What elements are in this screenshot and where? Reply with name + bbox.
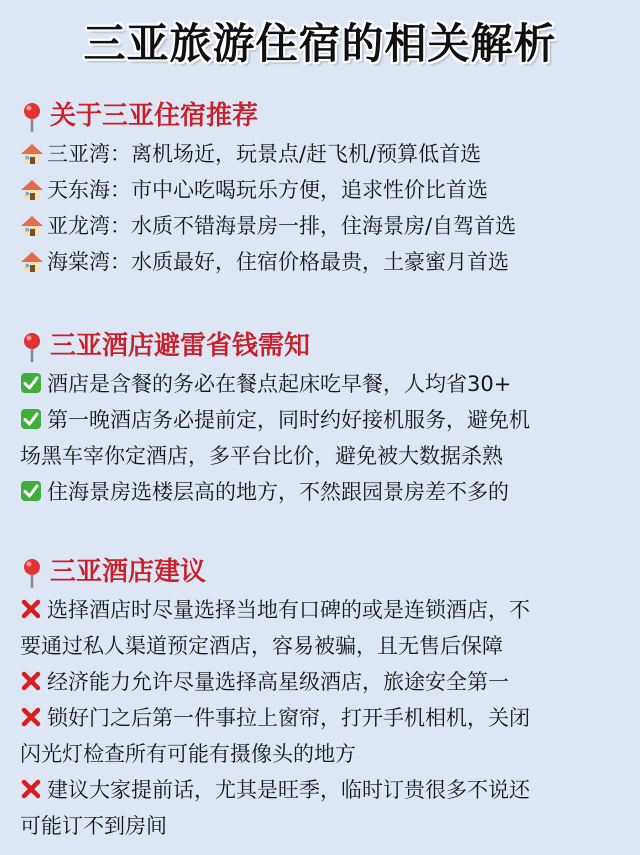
- list-item: [20, 172, 625, 208]
- list-item-text: 经济能力允许尽量选择高星级酒店，旅途安全第一: [47, 670, 509, 694]
- list-item: [20, 772, 625, 808]
- list-item: [20, 366, 625, 402]
- section-hotel-tips: [20, 326, 625, 510]
- list-item-text: 建议大家提前话，尤其是旺季，临时订贵很多不说还: [47, 778, 530, 802]
- section-heading: [20, 552, 625, 592]
- cross-icon: [20, 598, 44, 622]
- section-accommodation-recommendations: [20, 96, 625, 280]
- cross-icon: [20, 778, 44, 802]
- check-icon: [20, 408, 44, 432]
- list-item-text: 选择酒店时尽量选择当地有口碑的或是连锁酒店，不: [47, 598, 530, 622]
- list-item-text: 酒店是含餐的务必在餐点起床吃早餐，人均省30+: [47, 372, 512, 396]
- list-item-text: 三亚湾：离机场近，玩景点/赶飞机/预算低首选: [47, 142, 482, 166]
- list-item-continuation: 可能订不到房间: [20, 814, 167, 838]
- list-item-text: 住海景房选楼层高的地方，不然跟园景房差不多的: [47, 480, 509, 504]
- house-icon: [20, 142, 44, 166]
- house-icon: [20, 250, 44, 274]
- check-icon: [20, 372, 44, 396]
- list-item: [20, 136, 625, 172]
- section-heading-text: 关于三亚住宿推荐: [50, 101, 259, 131]
- cross-icon: [20, 706, 44, 730]
- section-heading: [20, 326, 625, 366]
- list-item-text: 亚龙湾：水质不错海景房一排，住海景房/自驾首选: [47, 214, 517, 238]
- list-item-continuation: 场黑车宰你定酒店，多平台比价，避免被大数据杀熟: [20, 444, 503, 468]
- cross-icon: [20, 670, 44, 694]
- list-item: [20, 700, 625, 736]
- list-item-continuation: 要通过私人渠道预定酒店，容易被骗，且无售后保障: [20, 634, 503, 658]
- pin-icon: [20, 97, 46, 135]
- section-hotel-suggestions: [20, 552, 625, 844]
- page-title: 三亚旅游住宿的相关解析: [83, 19, 557, 68]
- list-item: [20, 208, 625, 244]
- section-heading-text: 三亚酒店避雷省钱需知: [50, 331, 311, 361]
- list-item-text: 第一晚酒店务必提前定，同时约好接机服务，避免机: [47, 408, 530, 432]
- house-icon: [20, 214, 44, 238]
- section-heading: [20, 96, 625, 136]
- section-heading-text: 三亚酒店建议: [50, 557, 207, 587]
- check-icon: [20, 480, 44, 504]
- list-item-text: 锁好门之后第一件事拉上窗帘，打开手机相机，关闭: [47, 706, 530, 730]
- pin-icon: [20, 327, 46, 365]
- list-item: [20, 244, 625, 280]
- list-item: [20, 592, 625, 628]
- list-item: [20, 402, 625, 438]
- list-item: [20, 474, 625, 510]
- list-item-text: 海棠湾：水质最好，住宿价格最贵，土豪蜜月首选: [47, 250, 509, 274]
- house-icon: [20, 178, 44, 202]
- pin-icon: [20, 553, 46, 591]
- list-item: [20, 664, 625, 700]
- list-item-text: 天东海：市中心吃喝玩乐方便，追求性价比首选: [47, 178, 488, 202]
- list-item-continuation: 闪光灯检查所有可能有摄像头的地方: [20, 742, 356, 766]
